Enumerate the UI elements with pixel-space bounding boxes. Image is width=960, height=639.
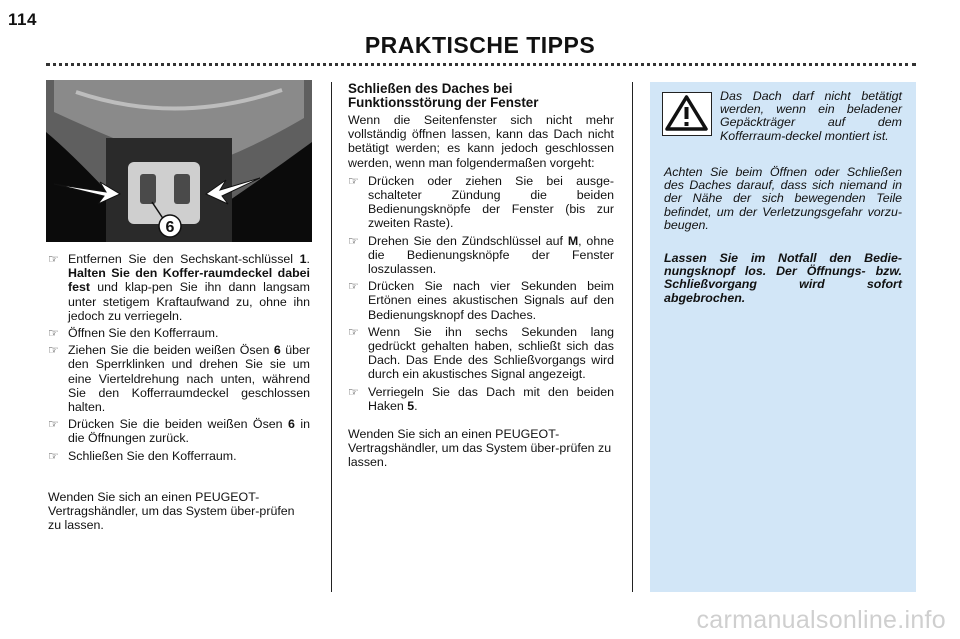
page-title: PRAKTISCHE TIPPS [364, 32, 596, 58]
step-reference: 1 [299, 252, 307, 266]
latch-right [174, 174, 190, 204]
warning-box [650, 82, 916, 592]
step-item [348, 325, 614, 382]
step-text: Drücken Sie die beiden weißen Ösen [68, 417, 288, 432]
warning-text-1: Das Dach darf nicht betätigt werden, wenn ein beladener Gepäckträger auf dem Kofferraum-deckel montiert ist. [720, 89, 902, 143]
step-item [348, 234, 614, 277]
pointing-hand-icon: ☞ [348, 173, 359, 188]
step-item [48, 417, 310, 445]
column-divider-2 [632, 82, 633, 592]
step-reference: M [567, 233, 579, 248]
pointing-hand-icon: ☞ [348, 324, 359, 339]
watermark: carmanualsonline.info [696, 606, 946, 634]
step-text: Drücken oder ziehen Sie bei ausge-schalteter Zündung die beiden Bedienungsknöpfe der Fenster (bis zur zweiten Raste). [368, 173, 614, 231]
latch-left [140, 174, 156, 204]
header-divider [46, 63, 916, 66]
step-text: Entfernen Sie den Sechskant-schlüssel [68, 252, 300, 266]
callout-label: 6 [165, 219, 175, 236]
step-text: in die Öffnungen zurück. [68, 417, 310, 446]
pointing-hand-icon: ☞ [48, 448, 59, 463]
step-text: Verriegeln Sie das Dach mit den beiden Haken [368, 384, 614, 413]
middle-intro-paragraph: Wenn die Seitenfenster sich nicht mehr vollständig öffnen lassen, kann das Dach nicht betätigt werden; es kann jedoch geschlossen werden, wenn man folgendermaßen vorgeht: [348, 113, 614, 170]
step-item [348, 174, 614, 231]
warning-triangle-icon [662, 92, 712, 136]
left-column [48, 252, 310, 532]
step-text: . [306, 252, 310, 266]
middle-column [348, 82, 614, 470]
pointing-hand-icon: ☞ [48, 252, 59, 266]
step-item [48, 326, 310, 340]
step-text: Wenn Sie ihn sechs Sekunden lang gedrückt gehalten haben, schließt sich das Dach. Das Ende des Schließvorgangs wird durch ein akustisches Signal angezeigt. [368, 324, 614, 382]
middle-closing-paragraph: Wenden Sie sich an einen PEUGEOT-Vertragshändler, um das System über-prüfen zu lassen. [348, 427, 612, 470]
step-text: Drücken Sie nach vier Sekunden beim Ertönen eines akustischen Signals auf den Bedienungsknopf des Daches. [368, 279, 614, 322]
step-item [48, 449, 310, 463]
middle-step-list [348, 174, 614, 413]
step-text: Öffnen Sie den Kofferraum. [68, 326, 219, 341]
left-closing-paragraph: Wenden Sie sich an einen PEUGEOT-Vertragshändler, um das System über-prüfen zu lassen. [48, 489, 295, 533]
pointing-hand-icon: ☞ [348, 279, 359, 294]
step-item [48, 343, 310, 414]
step-text: Ziehen Sie die beiden weißen Ösen [68, 343, 274, 358]
step-text: Schließen Sie den Kofferraum. [68, 448, 237, 463]
step-reference: 6 [273, 343, 281, 358]
pointing-hand-icon: ☞ [48, 343, 59, 358]
warning-text-3: Lassen Sie im Notfall den Bedie-nungsknopf los. Der Öffnungs- bzw. Schließvorgang wird sofort abgebrochen. [664, 251, 902, 305]
step-item [348, 385, 614, 413]
pointing-hand-icon: ☞ [48, 326, 59, 341]
step-item [348, 279, 614, 322]
step-text: und klap-pen Sie ihn dann langsam unter stetigem Kraftaufwand zu, ohne ihn jedoch zu verriegeln. [68, 280, 310, 323]
left-step-list [48, 252, 310, 463]
step-text: Drehen Sie den Zündschlüssel auf [368, 233, 568, 248]
pointing-hand-icon: ☞ [348, 384, 359, 399]
step-text: , ohne die Bedienungsknöpfe der Fenster loszulassen. [368, 233, 614, 277]
step-reference: 6 [288, 417, 295, 432]
pointing-hand-icon: ☞ [348, 233, 359, 248]
column-divider-1 [331, 82, 332, 592]
step-text: . [414, 398, 418, 413]
page-number: 114 [8, 10, 37, 29]
pointing-hand-icon: ☞ [48, 417, 59, 432]
step-reference: 5 [407, 398, 415, 413]
warning-text-2: Achten Sie beim Öffnen oder Schließen des Daches darauf, dass sich niemand in der Nähe der sich bewegenden Teile befindet, um der Verletzungsgefahr vorzu-beugen. [664, 165, 902, 232]
trunk-lid-photo [46, 80, 312, 242]
step-text: über den Sperrklinken und drehen Sie sie um eine Vierteldrehung nach unten, während Sie den Kofferraumdeckel geschlossen halten. [68, 343, 310, 415]
section-heading: Schließen des Daches bei Funktionsstörung der Fenster [348, 81, 539, 110]
step-reference: Halten Sie den Koffer-raumdeckel dabei fest [68, 266, 310, 295]
step-item [48, 252, 310, 323]
